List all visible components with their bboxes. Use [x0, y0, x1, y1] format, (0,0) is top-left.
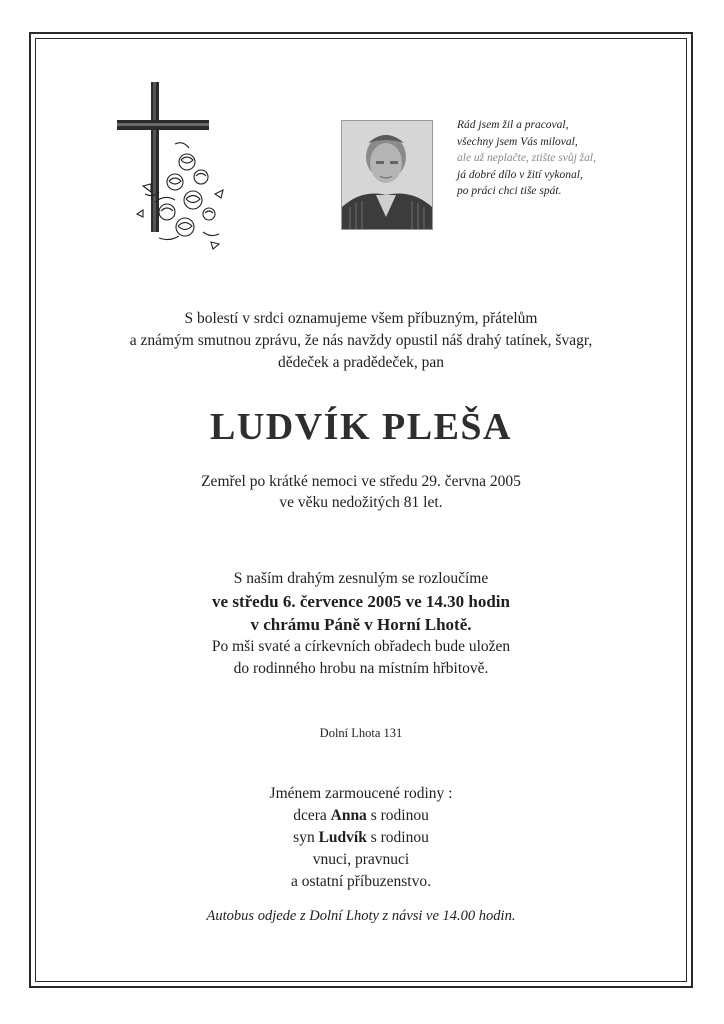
- death-info: [40, 471, 682, 513]
- intro-line: dědeček a pradědeček, pan: [277, 354, 445, 371]
- daughter-name: Anna: [330, 807, 367, 824]
- farewell-place: v chrámu Páně v Horní Lhotě.: [250, 615, 472, 634]
- cross-with-roses-icon: [115, 82, 227, 252]
- family-address: Dolní Lhota 131: [319, 726, 403, 740]
- poem-line: já dobré dílo v žití vykonal,: [457, 168, 583, 181]
- farewell-intro: S naším drahým zesnulým se rozloučíme: [233, 570, 489, 587]
- death-info-line: ve věku nedožitých 81 let.: [279, 494, 443, 511]
- family-others: a ostatní příbuzenstvo.: [291, 873, 431, 890]
- intro-line: S bolestí v srdci oznamujeme všem příbuzným, přátelům: [184, 310, 538, 327]
- poem-verse: [457, 117, 687, 200]
- son-name: Ludvík: [318, 829, 367, 846]
- burial-line: do rodinného hrobu na místním hřbitově.: [233, 660, 489, 677]
- death-info-line: Zemřel po krátké nemoci ve středu 29. června 2005: [201, 473, 521, 490]
- poem-line: po práci chci tiše spát.: [457, 185, 562, 197]
- burial-line: Po mši svaté a církevních obřadech bude uložen: [211, 638, 511, 655]
- family-daughter: [40, 805, 682, 827]
- family-heading: Jménem zarmoucené rodiny :: [269, 785, 453, 802]
- daughter-suffix: s rodinou: [370, 807, 429, 824]
- family-signatures: [40, 783, 682, 893]
- son-suffix: s rodinou: [370, 829, 429, 846]
- intro-line: a známým smutnou zprávu, že nás navždy opustil náš drahý tatínek, švagr,: [129, 332, 593, 349]
- poem-line: Rád jsem žil a pracoval,: [457, 119, 569, 131]
- poem-line: ale už neplačte, ztište svůj žal,: [457, 152, 596, 164]
- deceased-name: LUDVÍK PLEŠA: [210, 406, 512, 448]
- farewell-section: [40, 568, 682, 680]
- portrait-photo: [341, 120, 433, 230]
- farewell-datetime: ve středu 6. července 2005 ve 14.30 hodin: [212, 592, 510, 611]
- family-grandchildren: vnuci, pravnuci: [312, 851, 410, 868]
- daughter-prefix: dcera: [293, 807, 327, 824]
- announcement-intro: [40, 308, 682, 374]
- poem-line: všechny jsem Vás miloval,: [457, 135, 578, 148]
- family-son: [40, 827, 682, 849]
- bus-note: Autobus odjede z Dolní Lhoty z návsi ve 14.00 hodin.: [206, 908, 516, 924]
- son-prefix: syn: [293, 829, 315, 846]
